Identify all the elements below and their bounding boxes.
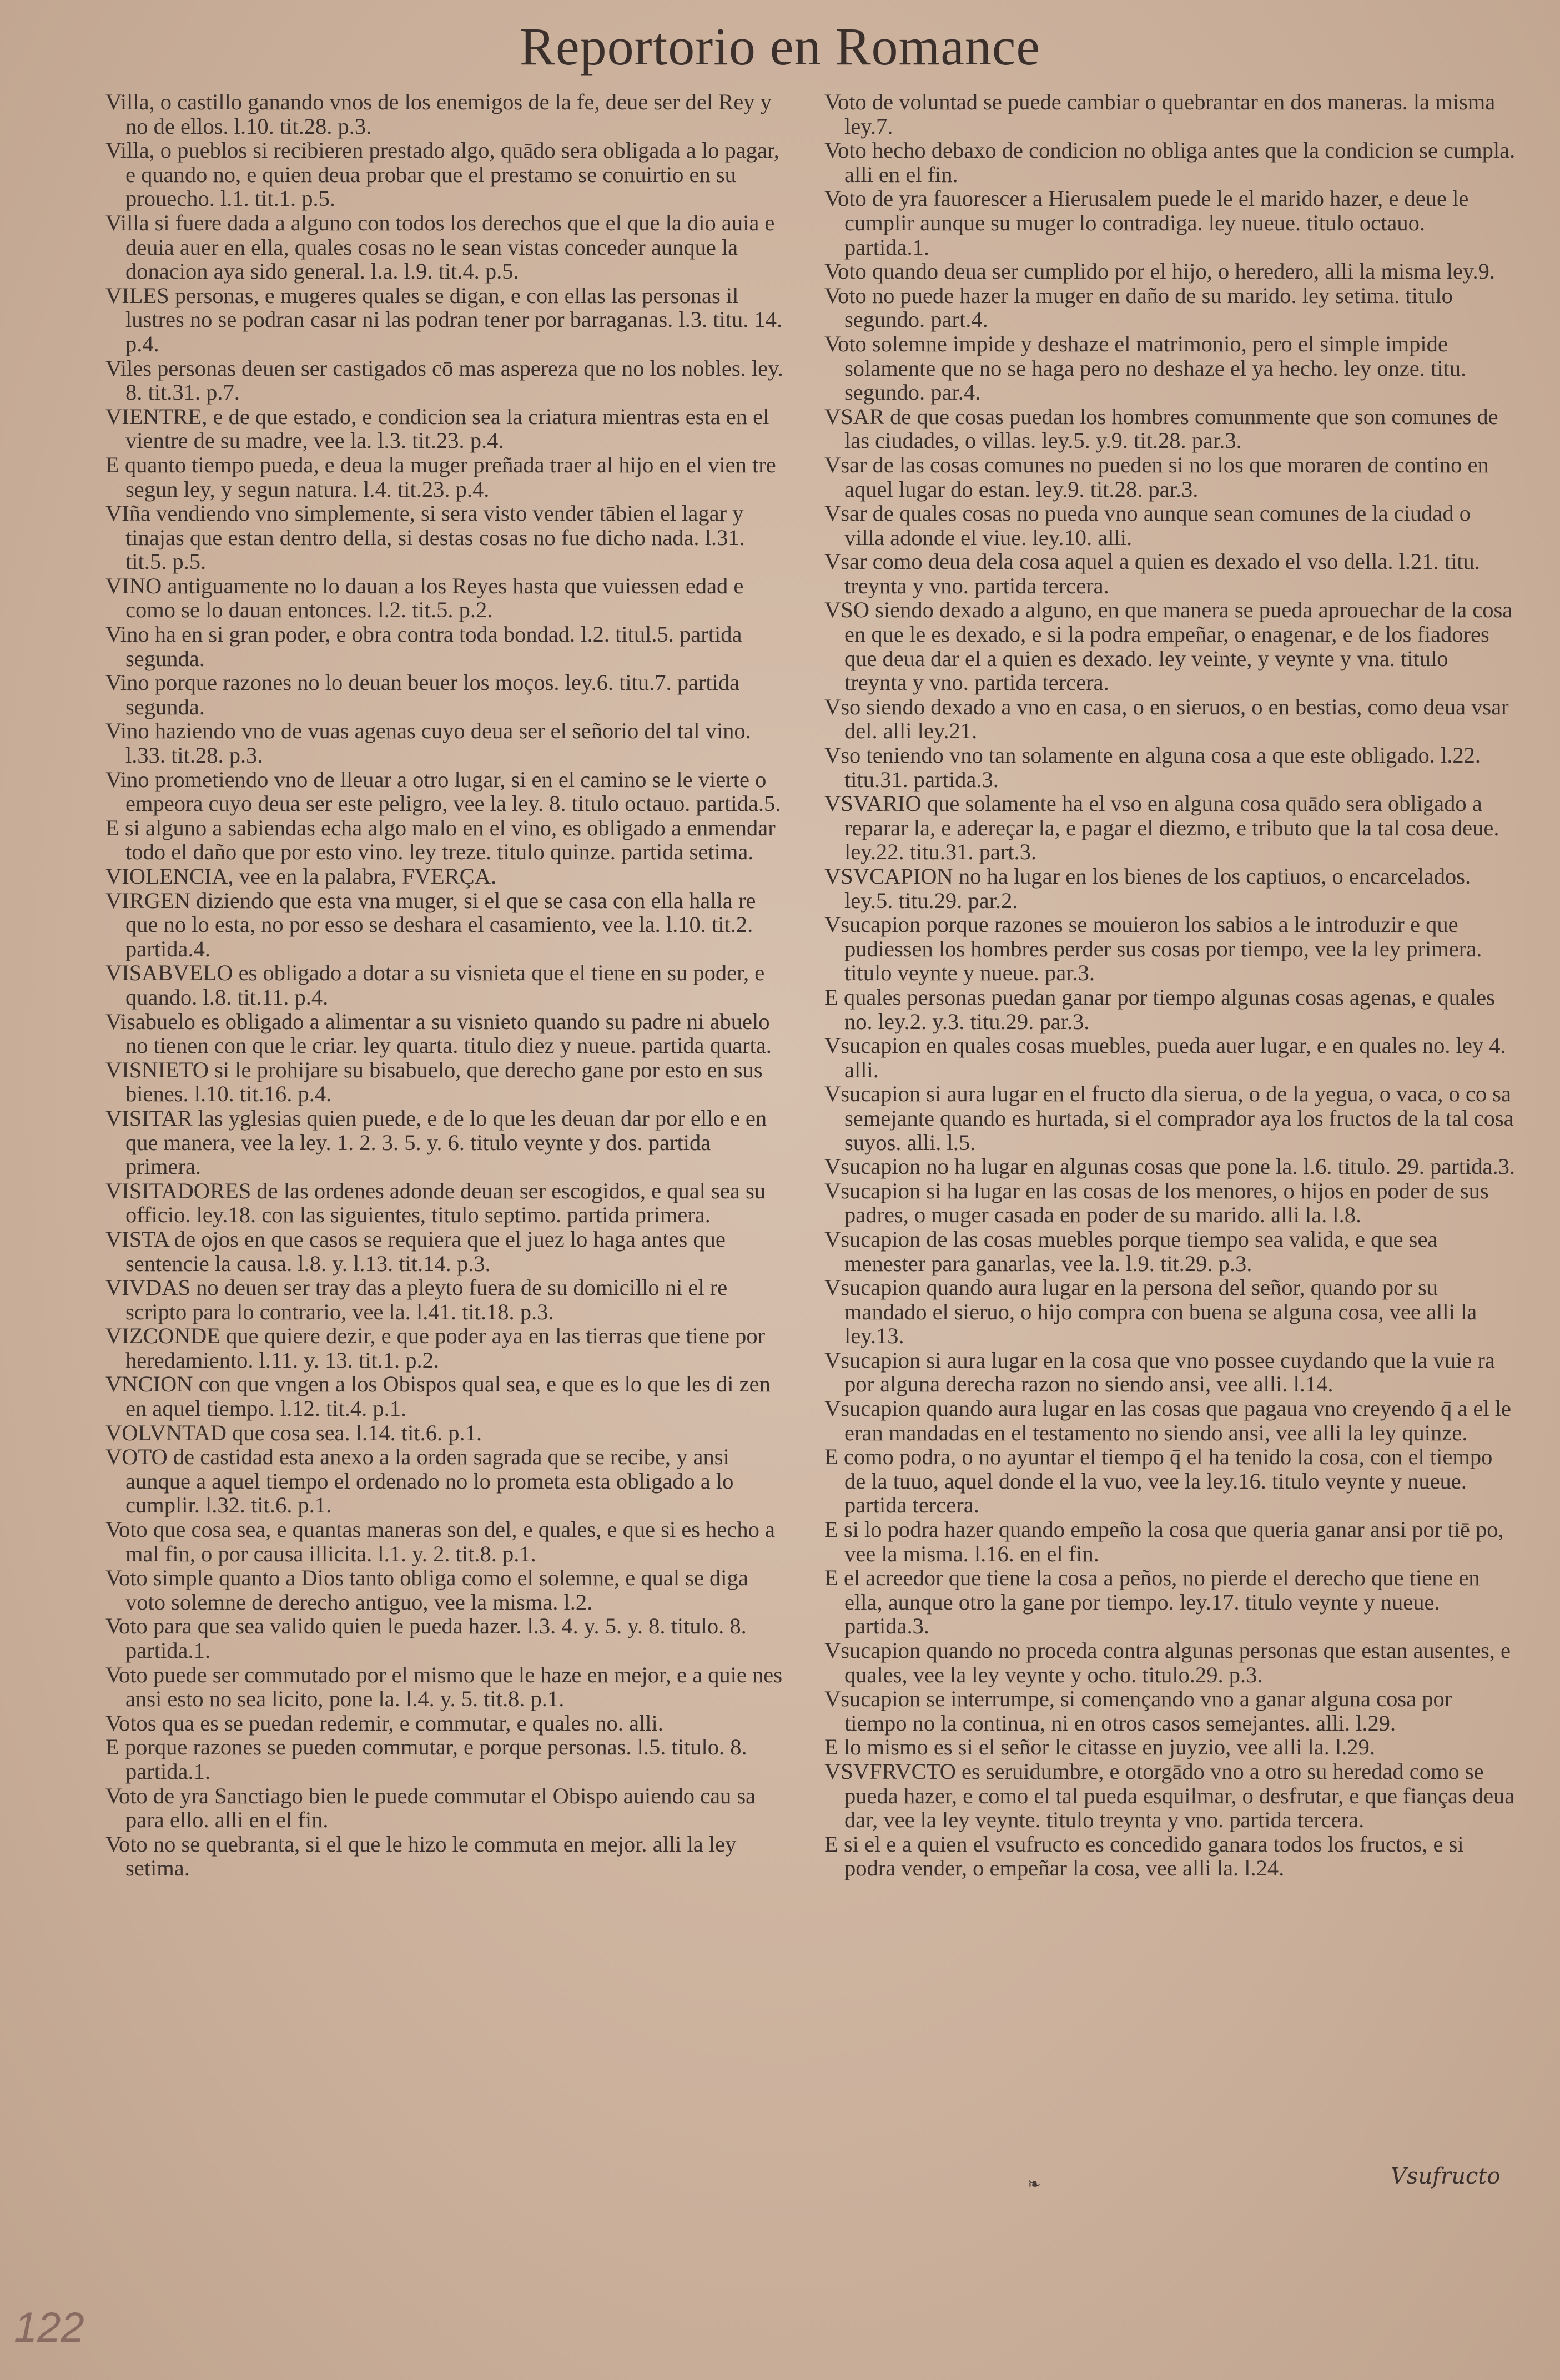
index-entry: Vsar como deua dela cosa aquel a quien es dexado el vso della. l.21. titu. treynta y vno. partida tercera.	[824, 549, 1480, 598]
index-entry: Voto quando deua ser cumplido por el hijo, o heredero, alli la misma ley.9.	[824, 259, 1495, 284]
index-entry: Vino porque razones no lo deuan beuer los moços. ley.6. titu.7. partida segunda.	[105, 670, 740, 719]
index-entry: Voto puede ser commutado por el mismo que le haze en mejor, e a quie nes ansi esto no sea licito, pone la. l.4. y. 5. tit.8. p.1.	[105, 1662, 783, 1712]
index-entry: VISTA de ojos en que casos se requiera que el juez lo haga antes que sentencie la causa. l.8. y. l.13. tit.14. p.3.	[105, 1226, 726, 1276]
index-entry: Vsar de las cosas comunes no pueden si no los que moraren de contino en aquel lugar do estan. ley.9. tit.28. par.3.	[824, 452, 1489, 502]
page-title: Reportorio en Romance	[519, 17, 1041, 76]
index-entry: Vso siendo dexado a vno en casa, o en sieruos, o en bestias, como deua vsar del. alli ley.21.	[824, 694, 1509, 744]
left-column	[105, 90, 788, 1880]
index-entry: Vsucapion porque razones se mouieron los sabios a le introduzir e que pudiessen los hombres perder sus cosas por tiempo, vee la ley primera. titulo veynte y nueue. par.3.	[824, 912, 1482, 986]
index-entry: Vsucapion en quales cosas muebles, pueda auer lugar, e en quales no. ley 4. alli.	[824, 1033, 1506, 1082]
index-entry: Vsucapion quando aura lugar en las cosas que pagaua vno creyendo q̄ a el le eran mandadas en el testamento no siendo ansi, vee alli la ley quinze.	[824, 1396, 1512, 1445]
index-entry: VOTO de castidad esta anexo a la orden sagrada que se recibe, y ansi aunque a aquel tiempo el ordenado no lo prometa esta obligado a lo cumplir. l.32. tit.6. p.1.	[105, 1444, 734, 1518]
index-entry: Vsucapion quando aura lugar en la persona del señor, quando por su mandado el sieruo, o hijo compra con buena se alguna cosa, vee alli la ley.13.	[824, 1275, 1477, 1349]
index-entry: Voto simple quanto a Dios tanto obliga como el solemne, e qual se diga voto solemne de derecho antiguo, vee la misma. l.2.	[105, 1565, 748, 1615]
index-entry: VIRGEN diziendo que esta vna muger, si el que se casa con ella halla re que no lo esta, no por esso se deshara el casamiento, vee la. l.10. tit.2. partida.4.	[105, 888, 756, 961]
index-entry: E lo mismo es si el señor le citasse en juyzio, vee alli la. l.29.	[824, 1734, 1376, 1760]
index-entry: Voto de yra Sanctiago bien le puede commutar el Obispo auiendo cau sa para ello. alli en el fin.	[105, 1783, 756, 1833]
index-entry: E el acreedor que tiene la cosa a peños, no pierde el derecho que tiene en ella, aunque otro la gane por tiempo. ley.17. titulo veynte y nueue. partida.3.	[824, 1565, 1480, 1639]
index-entry: VSVFRVCTO es seruidumbre, e otorgādo vno a otro su heredad como se pueda hazer, e como el tal pueda esquilmar, o desfrutar, e que fianças deua dar, vee la ley veynte. titulo treynta y vno. partida tercera.	[824, 1758, 1515, 1833]
index-entry: Votos qua es se puedan redemir, e commutar, e quales no. alli.	[105, 1710, 663, 1736]
index-entry: VIOLENCIA, vee en la palabra, FVERÇA.	[105, 864, 497, 889]
index-entry: Voto que cosa sea, e quantas maneras son del, e quales, e que si es hecho a mal fin, o por causa illicita. l.1. y. 2. tit.8. p.1.	[105, 1517, 775, 1566]
index-entry: VINO antiguamente no lo dauan a los Reyes hasta que vuiessen edad e como se lo dauan entonces. l.2. tit.5. p.2.	[105, 573, 744, 623]
index-entry: Viles personas deuen ser castigados cō mas aspereza que no los nobles. ley. 8. tit.31. p.7.	[105, 355, 783, 405]
index-entry: VISITAR las yglesias quien puede, e de lo que les deuan dar por ello e en que manera, vee la ley. 1. 2. 3. 5. y. 6. titulo veynte y dos. partida primera.	[105, 1105, 767, 1179]
index-entry: E quales personas puedan ganar por tiempo algunas cosas agenas, e quales no. ley.2. y.3. titu.29. par.3.	[824, 984, 1495, 1034]
index-entry: Vino haziendo vno de vuas agenas cuyo deua ser el señorio del tal vino. l.33. tit.28. p.3.	[105, 718, 751, 768]
index-entry: Vsucapion de las cosas muebles porque tiempo sea valida, e que sea menester para ganarlas, vee la. l.9. tit.29. p.3.	[824, 1226, 1438, 1276]
index-entry: VIENTRE, e de que estado, e condicion sea la criatura mientras esta en el vientre de su madre, vee la. l.3. tit.23. p.4.	[105, 404, 769, 453]
index-entry: VILES personas, e mugeres quales se digan, e con ellas las personas il lustres no se podran casar ni las podran tener por barraganas. l.3. titu. 14. p.4.	[105, 283, 783, 356]
index-entry: E si el e a quien el vsufructo es concedido ganara todos los fructos, e si podra vender, o empeñar la cosa, vee alli la. l.24.	[824, 1831, 1464, 1881]
index-entry: Voto hecho debaxo de condicion no obliga antes que la condicion se cumpla. alli en el fin.	[824, 138, 1516, 187]
index-entry: E porque razones se pueden commutar, e porque personas. l.5. titulo. 8. partida.1.	[105, 1734, 747, 1784]
ornament-icon: ❧	[1027, 2175, 1041, 2194]
index-entry: VNCION con que vngen a los Obispos qual sea, e que es lo que les di zen en aquel tiempo. l.12. tit.4. p.1.	[105, 1371, 771, 1421]
index-entry: Voto de voluntad se puede cambiar o quebrantar en dos maneras. la misma ley.7.	[824, 89, 1496, 139]
index-entry: Vsucapion si aura lugar en la cosa que vno possee cuydando que la vuie ra por alguna derecha razon no siendo ansi, vee alli. l.14.	[824, 1347, 1495, 1397]
catchword: Vsufructo	[1391, 2164, 1501, 2189]
index-entry: VSVARIO que solamente ha el vso en alguna cosa quādo sera obligado a reparar la, e adereçar la, e pagar el diezmo, e tributo que la tal cosa deue. ley.22. titu.31. part.3.	[824, 791, 1499, 865]
index-entry: Vsucapion si aura lugar en el fructo dla sierua, o de la yegua, o vaca, o co sa semejante quando es hurtada, si el comprador aya los fructos de la tal cosa suyos. alli. l.5.	[824, 1081, 1514, 1155]
index-entry: Voto no se quebranta, si el que le hizo le commuta en mejor. alli la ley setima.	[105, 1831, 737, 1881]
index-entry: Voto para que sea valido quien le pueda hazer. l.3. 4. y. 5. y. 8. titulo. 8. partida.1.	[105, 1613, 747, 1663]
index-entry: VISNIETO si le prohijare su bisabuelo, que derecho gane por esto en sus bienes. l.10. tit.16. p.4.	[105, 1057, 763, 1107]
index-entry: Vino ha en si gran poder, e obra contra toda bondad. l.2. titul.5. partida segunda.	[105, 622, 742, 671]
index-entry: Villa si fuere dada a alguno con todos los derechos que el que la dio auia e deuia auer en ella, quales cosas no le sean vistas conceder aunque la donacion aya sido general. l.a. l.9. tit.4. p.5.	[105, 210, 775, 284]
index-entry: Villa, o castillo ganando vnos de los enemigos de la fe, deue ser del Rey y no de ellos. l.10. tit.28. p.3.	[105, 89, 772, 139]
index-entry: E si alguno a sabiendas echa algo malo en el vino, es obligado a enmendar todo el daño que por esto vino. ley treze. titulo quinze. partida setima.	[105, 815, 776, 865]
index-entry: VSO siendo dexado a alguno, en que manera se pueda aprouechar de la cosa en que le es dexado, e si la podra empeñar, o enagenar, e de los fiadores que deua dar el a quien es dexado. ley veinte, y veynte y vna. titulo treynta y vno. partida tercera.	[824, 597, 1513, 695]
index-entry: Vino prometiendo vno de lleuar a otro lugar, si en el camino se le vierte o empeora cuyo deua ser este peligro, vee la ley. 8. titulo octauo. partida.5.	[105, 767, 781, 816]
index-entry: Vso teniendo vno tan solamente en alguna cosa a que este obligado. l.22. titu.31. partida.3.	[824, 743, 1481, 792]
index-entry: E como podra, o no ayuntar el tiempo q̄ el ha tenido la cosa, con el tiempo de la tuuo, aquel donde el la vuo, vee la ley.16. titulo veynte y nueue. partida tercera.	[824, 1444, 1493, 1518]
index-entry: VSAR de que cosas puedan los hombres comunmente que son comunes de las ciudades, o villas. ley.5. y.9. tit.28. par.3.	[824, 404, 1498, 453]
index-entry: E si lo podra hazer quando empeño la cosa que queria ganar ansi por tiē po, vee la misma. l.16. en el fin.	[824, 1517, 1504, 1566]
index-entry: Vsucapion se interrumpe, si començando vno a ganar alguna cosa por tiempo no la continua, ni en otros casos semejantes. alli. l.29.	[824, 1686, 1452, 1736]
folio-number: 122	[14, 2304, 84, 2351]
index-entry: VISITADORES de las ordenes adonde deuan ser escogidos, e qual sea su officio. ley.18. con las siguientes, titulo septimo. partida primera.	[105, 1178, 766, 1228]
index-entry: VIVDAS no deuen ser tray das a pleyto fuera de su domicillo ni el re scripto para lo contrario, vee la. l.41. tit.18. p.3.	[105, 1275, 728, 1324]
index-entry: E quanto tiempo pueda, e deua la muger preñada traer al hijo en el vien tre segun ley, y segun natura. l.4. tit.23. p.4.	[105, 452, 776, 502]
index-entry: Visabuelo es obligado a alimentar a su visnieto quando su padre ni abuelo no tienen con que le criar. ley quarta. titulo diez y nueue. partida quarta.	[105, 1009, 772, 1058]
index-entry: Vsar de quales cosas no pueda vno aunque sean comunes de la ciudad o villa adonde el viue. ley.10. alli.	[824, 501, 1471, 550]
right-column	[824, 90, 1516, 1880]
index-entry: VSVCAPION no ha lugar en los bienes de los captiuos, o encarcelados. ley.5. titu.29. par.2.	[824, 864, 1471, 913]
index-entry: VIZCONDE que quiere dezir, e que poder aya en las tierras que tiene por heredamiento. l.11. y. 13. tit.1. p.2.	[105, 1323, 766, 1373]
index-entry: VIña vendiendo vno simplemente, si sera visto vender tābien el lagar y tinajas que estan dentro della, si destas cosas no fue dicho nada. l.31. tit.5. p.5.	[105, 501, 745, 574]
index-entry: VISABVELO es obligado a dotar a su visnieta que el tiene en su poder, e quando. l.8. tit.11. p.4.	[105, 960, 765, 1010]
index-entry: Voto no puede hazer la muger en daño de su marido. ley setima. titulo segundo. part.4.	[824, 283, 1453, 332]
index-entry: Voto solemne impide y deshaze el matrimonio, pero el simple impide solamente que no se haga pero no deshaze el ya hecho. ley onze. titu. segundo. par.4.	[824, 331, 1467, 405]
index-entry: Voto de yra fauorescer a Hierusalem puede le el marido hazer, e deue le cumplir aunque su muger lo contradiga. ley nueue. titulo octauo. partida.1.	[824, 186, 1469, 260]
index-entry: Vsucapion si ha lugar en las cosas de los menores, o hijos en poder de sus padres, o muger casada en poder de su marido. alli la. l.8.	[824, 1178, 1489, 1228]
index-entry: Villa, o pueblos si recibieren prestado algo, quādo sera obligada a lo pagar, e quando no, e quien deua probar que el prestamo se conuirtio en su prouecho. l.1. tit.1. p.5.	[105, 138, 779, 211]
index-entry: VOLVNTAD que cosa sea. l.14. tit.6. p.1.	[105, 1420, 482, 1445]
index-entry: Vsucapion no ha lugar en algunas cosas que pone la. l.6. titulo. 29. partida.3.	[824, 1154, 1515, 1179]
index-entry: Vsucapion quando no proceda contra algunas personas que estan ausentes, e quales, vee la ley veynte y ocho. titulo.29. p.3.	[824, 1638, 1511, 1687]
